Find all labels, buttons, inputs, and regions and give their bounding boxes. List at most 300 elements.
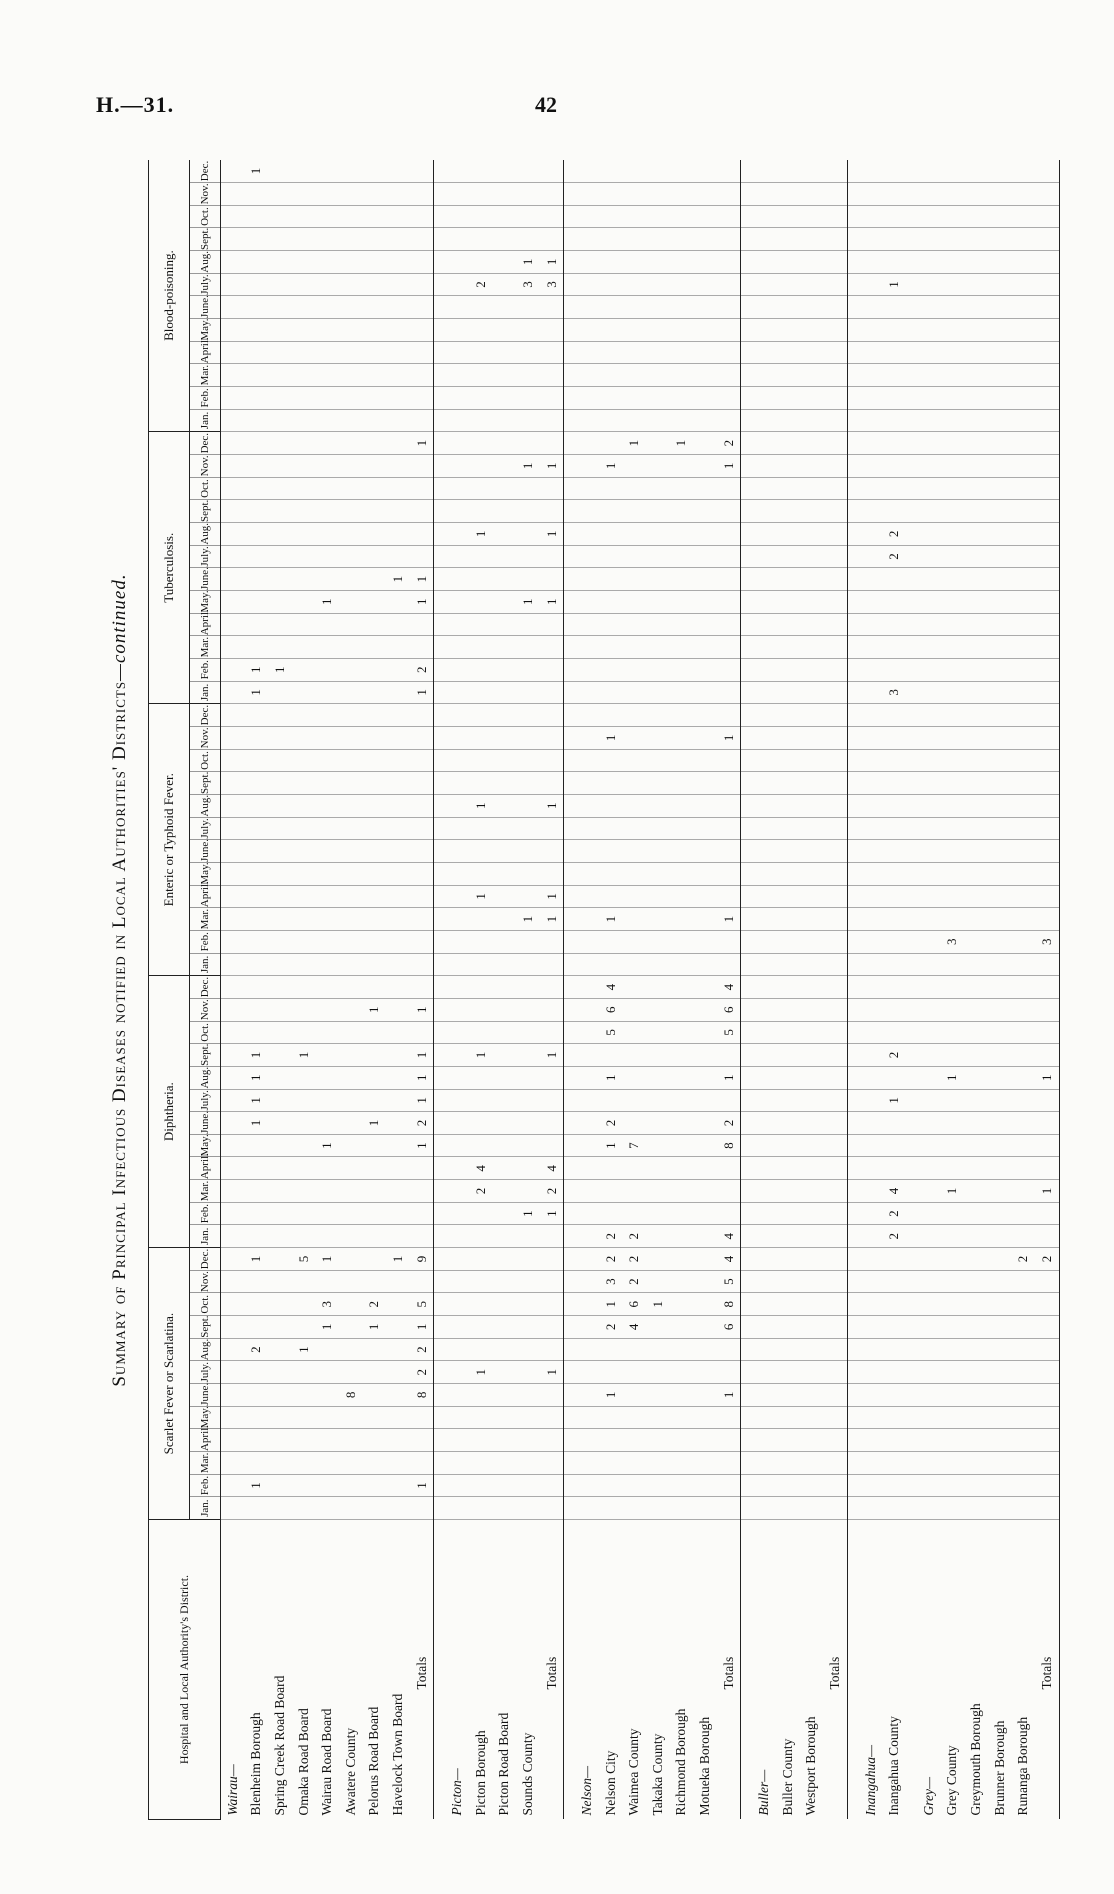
count-cell	[941, 1157, 965, 1180]
count-cell	[445, 1248, 469, 1271]
count-cell	[363, 500, 387, 523]
count-cell	[859, 1225, 883, 1248]
count-cell	[599, 1474, 623, 1497]
count-cell	[564, 364, 576, 387]
count-cell	[670, 1384, 694, 1407]
count-cell	[917, 228, 941, 251]
count-cell	[434, 681, 446, 704]
count-cell	[741, 613, 753, 636]
count-cell	[540, 545, 564, 568]
count-cell	[386, 840, 410, 863]
count-cell	[245, 613, 269, 636]
count-cell	[245, 568, 269, 591]
count-cell	[741, 1293, 753, 1316]
district-name: Grey—	[920, 1777, 936, 1816]
count-cell	[964, 1044, 988, 1067]
district-row	[245, 160, 269, 1820]
count-cell	[410, 749, 434, 772]
count-cell	[1011, 1270, 1035, 1293]
count-cell	[445, 1089, 469, 1112]
count-cell	[646, 364, 670, 387]
count-cell	[493, 1361, 517, 1384]
count-cell	[245, 183, 269, 206]
count-cell	[469, 998, 493, 1021]
count-cell	[670, 930, 694, 953]
count-cell	[800, 1021, 824, 1044]
count-cell	[245, 1202, 269, 1225]
count-cell	[315, 930, 339, 953]
count-cell	[493, 636, 517, 659]
count-cell: 5	[410, 1293, 434, 1316]
count-cell	[847, 590, 859, 613]
count-cell	[623, 1157, 647, 1180]
count-cell	[823, 319, 847, 342]
count-cell	[752, 296, 776, 319]
month-header: Aug.	[190, 1338, 221, 1361]
count-cell	[221, 1089, 245, 1112]
count-cell	[823, 794, 847, 817]
count-cell	[988, 953, 1012, 976]
count-cell	[859, 409, 883, 432]
count-cell	[693, 455, 717, 478]
count-cell	[964, 885, 988, 908]
count-cell	[882, 1406, 906, 1429]
count-cell	[623, 704, 647, 727]
month-header: Aug.	[190, 251, 221, 274]
count-cell	[1035, 545, 1059, 568]
count-cell	[575, 477, 599, 500]
month-header: Nov.	[190, 183, 221, 206]
count-cell	[823, 840, 847, 863]
count-cell	[386, 1361, 410, 1384]
count-cell	[859, 681, 883, 704]
count-cell	[221, 319, 245, 342]
count-cell	[434, 1406, 446, 1429]
count-cell	[445, 1497, 469, 1520]
count-cell	[752, 251, 776, 274]
count-cell	[516, 205, 540, 228]
count-cell	[776, 613, 800, 636]
count-cell	[906, 862, 917, 885]
count-cell	[268, 1021, 292, 1044]
district-name: Havelock Town Board	[389, 1693, 405, 1816]
count-cell	[540, 998, 564, 1021]
count-cell	[339, 885, 363, 908]
count-cell	[564, 386, 576, 409]
count-cell	[859, 590, 883, 613]
count-cell	[800, 1112, 824, 1135]
count-cell: 1	[268, 658, 292, 681]
count-cell: 6	[599, 998, 623, 1021]
count-cell	[410, 840, 434, 863]
count-cell	[339, 1338, 363, 1361]
count-cell	[469, 817, 493, 840]
count-cell	[800, 953, 824, 976]
count-cell	[964, 160, 988, 183]
count-cell: 1	[540, 1044, 564, 1067]
count-cell	[859, 500, 883, 523]
count-cell	[741, 1021, 753, 1044]
count-cell	[1035, 386, 1059, 409]
count-cell	[434, 1112, 446, 1135]
count-cell	[363, 590, 387, 613]
count-cell	[847, 613, 859, 636]
count-cell	[339, 523, 363, 546]
count-cell	[988, 1338, 1012, 1361]
count-cell: 2	[623, 1248, 647, 1271]
count-cell	[1011, 500, 1035, 523]
totals-row	[1035, 160, 1059, 1820]
count-cell	[988, 1452, 1012, 1475]
count-cell	[882, 432, 906, 455]
count-cell	[540, 636, 564, 659]
count-cell	[445, 455, 469, 478]
count-cell	[434, 432, 446, 455]
count-cell	[410, 477, 434, 500]
count-cell	[469, 500, 493, 523]
count-cell	[623, 998, 647, 1021]
count-cell	[386, 1134, 410, 1157]
count-cell	[670, 1474, 694, 1497]
count-cell	[717, 364, 741, 387]
count-cell	[516, 727, 540, 750]
count-cell	[776, 862, 800, 885]
count-cell	[964, 477, 988, 500]
count-cell	[988, 1270, 1012, 1293]
count-cell	[516, 1361, 540, 1384]
count-cell	[315, 1474, 339, 1497]
count-cell	[564, 998, 576, 1021]
count-cell	[917, 1089, 941, 1112]
count-cell	[823, 772, 847, 795]
district-name	[847, 1520, 859, 1820]
count-cell	[599, 1157, 623, 1180]
count-cell	[1011, 885, 1035, 908]
count-cell	[410, 636, 434, 659]
count-cell	[906, 341, 917, 364]
count-cell	[245, 1497, 269, 1520]
count-cell	[363, 183, 387, 206]
district-name: Nelson City	[602, 1750, 618, 1816]
count-cell	[964, 1429, 988, 1452]
count-cell	[292, 1406, 316, 1429]
count-cell	[1035, 1021, 1059, 1044]
count-cell	[363, 477, 387, 500]
count-cell: 2	[599, 1248, 623, 1271]
count-cell	[800, 1406, 824, 1429]
count-cell	[670, 568, 694, 591]
count-cell	[776, 568, 800, 591]
count-cell	[800, 1202, 824, 1225]
count-cell	[847, 1089, 859, 1112]
count-cell	[339, 1497, 363, 1520]
count-cell	[800, 590, 824, 613]
count-cell: 1	[469, 1361, 493, 1384]
count-cell	[988, 681, 1012, 704]
count-cell	[434, 1497, 446, 1520]
count-cell	[1035, 794, 1059, 817]
count-cell	[363, 862, 387, 885]
count-cell	[752, 590, 776, 613]
count-cell	[623, 658, 647, 681]
count-cell	[493, 953, 517, 976]
count-cell	[776, 432, 800, 455]
count-cell	[315, 455, 339, 478]
count-cell	[670, 681, 694, 704]
count-cell	[339, 296, 363, 319]
count-cell	[339, 953, 363, 976]
count-cell	[752, 455, 776, 478]
count-cell	[363, 976, 387, 999]
count-cell	[941, 319, 965, 342]
count-cell	[823, 885, 847, 908]
count-cell	[752, 930, 776, 953]
count-cell	[717, 1202, 741, 1225]
count-cell	[245, 1180, 269, 1203]
month-header: May.	[190, 1406, 221, 1429]
count-cell	[988, 500, 1012, 523]
count-cell	[752, 1384, 776, 1407]
count-cell	[564, 1066, 576, 1089]
count-cell	[752, 1474, 776, 1497]
count-cell	[564, 1044, 576, 1067]
count-cell	[823, 523, 847, 546]
count-cell	[964, 613, 988, 636]
count-cell	[646, 1429, 670, 1452]
count-cell	[575, 1316, 599, 1339]
count-cell	[245, 1225, 269, 1248]
count-cell	[245, 749, 269, 772]
count-cell	[599, 545, 623, 568]
count-cell	[859, 432, 883, 455]
count-cell	[245, 341, 269, 364]
count-cell: 3	[599, 1270, 623, 1293]
count-cell	[917, 1361, 941, 1384]
count-cell	[964, 1225, 988, 1248]
count-cell	[693, 862, 717, 885]
count-cell	[941, 1474, 965, 1497]
count-cell	[315, 364, 339, 387]
count-cell	[646, 885, 670, 908]
count-cell	[823, 160, 847, 183]
month-header: Jan.	[190, 1497, 221, 1520]
count-cell	[386, 794, 410, 817]
count-cell	[315, 432, 339, 455]
count-cell	[917, 840, 941, 863]
count-cell	[339, 477, 363, 500]
count-cell	[339, 500, 363, 523]
count-cell: 1	[599, 1134, 623, 1157]
count-cell	[917, 1248, 941, 1271]
count-cell	[363, 749, 387, 772]
count-cell	[1011, 1112, 1035, 1135]
count-cell	[445, 273, 469, 296]
count-cell	[1035, 1406, 1059, 1429]
district-name: Totals	[1035, 1520, 1059, 1820]
count-cell	[315, 1021, 339, 1044]
count-cell	[363, 772, 387, 795]
count-cell	[493, 681, 517, 704]
disease-group-header: Enteric or Typhoid Fever.	[149, 704, 190, 976]
count-cell	[941, 636, 965, 659]
count-cell	[800, 1497, 824, 1520]
count-cell	[823, 296, 847, 319]
count-cell	[670, 590, 694, 613]
count-cell	[741, 1157, 753, 1180]
count-cell: 1	[469, 1044, 493, 1067]
count-cell	[599, 1452, 623, 1475]
count-cell	[717, 319, 741, 342]
count-cell	[752, 636, 776, 659]
count-cell	[516, 568, 540, 591]
count-cell	[646, 727, 670, 750]
count-cell	[516, 953, 540, 976]
count-cell	[221, 1270, 245, 1293]
count-cell	[516, 1180, 540, 1203]
count-cell	[386, 523, 410, 546]
month-header: Aug.	[190, 523, 221, 546]
count-cell	[445, 953, 469, 976]
count-cell	[882, 160, 906, 183]
count-cell	[752, 568, 776, 591]
count-cell	[540, 727, 564, 750]
count-cell	[623, 749, 647, 772]
count-cell	[741, 1066, 753, 1089]
count-cell	[469, 840, 493, 863]
count-cell	[776, 704, 800, 727]
count-cell	[717, 1180, 741, 1203]
count-cell	[823, 862, 847, 885]
count-cell	[268, 908, 292, 931]
count-cell: 4	[717, 1225, 741, 1248]
count-cell	[823, 1021, 847, 1044]
count-cell	[741, 1089, 753, 1112]
count-cell	[776, 840, 800, 863]
district-name: Westport Borough	[803, 1716, 819, 1816]
district-row	[386, 160, 410, 1820]
count-cell	[717, 1338, 741, 1361]
count-cell	[268, 840, 292, 863]
count-cell	[292, 160, 316, 183]
count-cell: 1	[1035, 1066, 1059, 1089]
month-header: April.	[190, 613, 221, 636]
count-cell	[1035, 341, 1059, 364]
count-cell	[741, 500, 753, 523]
count-cell	[386, 1406, 410, 1429]
count-cell	[906, 1270, 917, 1293]
disease-group-header: Scarlet Fever or Scarlatina.	[149, 1248, 190, 1520]
count-cell	[564, 228, 576, 251]
count-cell	[670, 658, 694, 681]
count-cell	[434, 568, 446, 591]
count-cell	[941, 976, 965, 999]
count-cell	[315, 1157, 339, 1180]
count-cell	[245, 1021, 269, 1044]
count-cell	[623, 477, 647, 500]
count-cell	[445, 636, 469, 659]
count-cell	[752, 953, 776, 976]
count-cell	[516, 228, 540, 251]
count-cell	[882, 386, 906, 409]
count-cell	[1035, 1157, 1059, 1180]
count-cell	[292, 1089, 316, 1112]
count-cell	[741, 1497, 753, 1520]
count-cell	[646, 749, 670, 772]
count-cell	[292, 930, 316, 953]
count-cell	[516, 1429, 540, 1452]
count-cell: 2	[882, 545, 906, 568]
count-cell	[268, 160, 292, 183]
count-cell	[859, 1293, 883, 1316]
count-cell	[493, 319, 517, 342]
count-cell	[292, 1066, 316, 1089]
count-cell	[800, 455, 824, 478]
count-cell	[823, 364, 847, 387]
count-cell	[693, 1270, 717, 1293]
count-cell	[540, 341, 564, 364]
count-cell: 1	[410, 1316, 434, 1339]
count-cell	[575, 1384, 599, 1407]
count-cell: 1	[245, 160, 269, 183]
count-cell	[623, 409, 647, 432]
count-cell	[599, 817, 623, 840]
count-cell	[623, 1497, 647, 1520]
count-cell	[1011, 386, 1035, 409]
count-cell	[882, 1066, 906, 1089]
count-cell	[292, 1270, 316, 1293]
count-cell	[776, 183, 800, 206]
month-header: Nov.	[190, 455, 221, 478]
count-cell	[741, 1316, 753, 1339]
count-cell	[693, 1384, 717, 1407]
count-cell	[564, 160, 576, 183]
count-cell	[410, 1429, 434, 1452]
count-cell	[493, 568, 517, 591]
count-cell	[221, 1316, 245, 1339]
count-cell	[540, 1406, 564, 1429]
count-cell	[268, 386, 292, 409]
count-cell	[469, 477, 493, 500]
count-cell	[493, 1157, 517, 1180]
count-cell	[670, 794, 694, 817]
count-cell	[917, 1452, 941, 1475]
table-title-continued: —continued.	[109, 573, 130, 681]
count-cell	[693, 908, 717, 931]
count-cell	[1035, 251, 1059, 274]
count-cell	[776, 1225, 800, 1248]
count-cell	[469, 183, 493, 206]
count-cell	[315, 251, 339, 274]
count-cell	[599, 590, 623, 613]
count-cell	[575, 1338, 599, 1361]
count-cell: 2	[599, 1112, 623, 1135]
count-cell	[693, 930, 717, 953]
count-cell: 1	[516, 908, 540, 931]
count-cell	[964, 1474, 988, 1497]
count-cell	[221, 1157, 245, 1180]
count-cell	[752, 1248, 776, 1271]
count-cell	[906, 500, 917, 523]
count-cell	[493, 296, 517, 319]
count-cell	[741, 885, 753, 908]
count-cell	[434, 523, 446, 546]
count-cell	[623, 1384, 647, 1407]
count-cell	[575, 545, 599, 568]
count-cell	[941, 794, 965, 817]
count-cell	[221, 704, 245, 727]
count-cell	[964, 1384, 988, 1407]
count-cell: 1	[363, 1316, 387, 1339]
